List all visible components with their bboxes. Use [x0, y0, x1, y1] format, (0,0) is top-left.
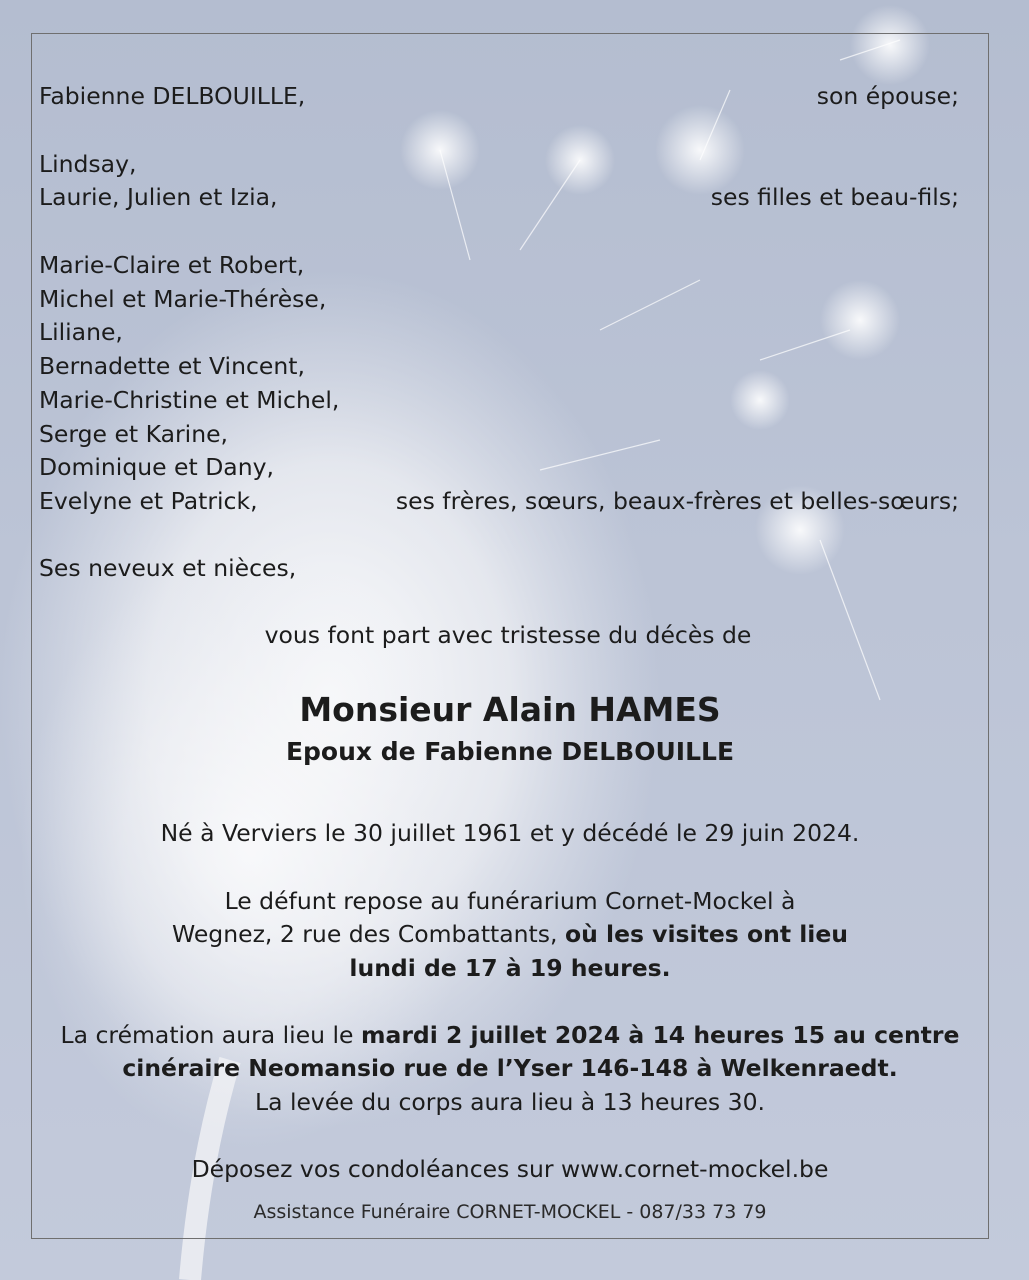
deceased-name: Monsieur Alain HAMES	[299, 690, 721, 729]
cremation-datetime: mardi 2 juillet 2024 à 14 heures 15 au centre	[360, 1021, 960, 1049]
daughter-name: Lindsay,	[39, 150, 137, 178]
deceased-subtitle: Epoux de Fabienne DELBOUILLE	[285, 737, 735, 766]
visitation-address: Wegnez, 2 rue des Combattants,	[171, 920, 565, 948]
daughters-relation: ses filles et beau-fils;	[710, 183, 959, 211]
daughter-name: Laurie, Julien et Izia,	[39, 183, 278, 211]
visitation-hours: lundi de 17 à 19 heures.	[349, 954, 671, 982]
sibling-name: Evelyne et Patrick,	[39, 487, 258, 515]
visitation-line-3	[30, 952, 990, 984]
cremation-line-3: La levée du corps aura lieu à 13 heures 30.	[254, 1088, 765, 1116]
visitation-note: où les visites ont lieu	[564, 920, 849, 948]
visitation-line-1: Le défunt repose au funérarium Cornet-Mockel à	[224, 887, 796, 915]
funeral-home-footer: Assistance Funéraire CORNET-MOCKEL - 087/33 73 79	[253, 1201, 767, 1223]
cremation-line-1	[30, 1019, 990, 1051]
sibling-name: Serge et Karine,	[39, 420, 229, 448]
visitation-line-2	[30, 918, 990, 950]
condolences-line: Déposez vos condoléances sur www.cornet-mockel.be	[191, 1155, 829, 1183]
sibling-name: Dominique et Dany,	[39, 453, 274, 481]
sibling-name: Michel et Marie-Thérèse,	[39, 285, 327, 313]
birth-death-line: Né à Verviers le 30 juillet 1961 et y décédé le 29 juin 2024.	[160, 819, 860, 847]
sibling-name: Marie-Claire et Robert,	[39, 251, 305, 279]
nephews-nieces: Ses neveux et nièces,	[39, 554, 297, 582]
spouse-relation: son épouse;	[816, 82, 959, 110]
announcement-text: vous font part avec tristesse du décès de	[264, 621, 752, 649]
sibling-name: Liliane,	[39, 318, 123, 346]
spouse-name: Fabienne DELBOUILLE,	[39, 82, 306, 110]
cremation-line-2	[30, 1052, 990, 1084]
sibling-name: Bernadette et Vincent,	[39, 352, 305, 380]
cremation-intro: La crémation aura lieu le	[60, 1021, 361, 1049]
sibling-name: Marie-Christine et Michel,	[39, 386, 340, 414]
cremation-location: cinéraire Neomansio rue de l’Yser 146-148 à Welkenraedt.	[122, 1054, 898, 1082]
siblings-relation: ses frères, sœurs, beaux-frères et belles-sœurs;	[395, 487, 959, 515]
